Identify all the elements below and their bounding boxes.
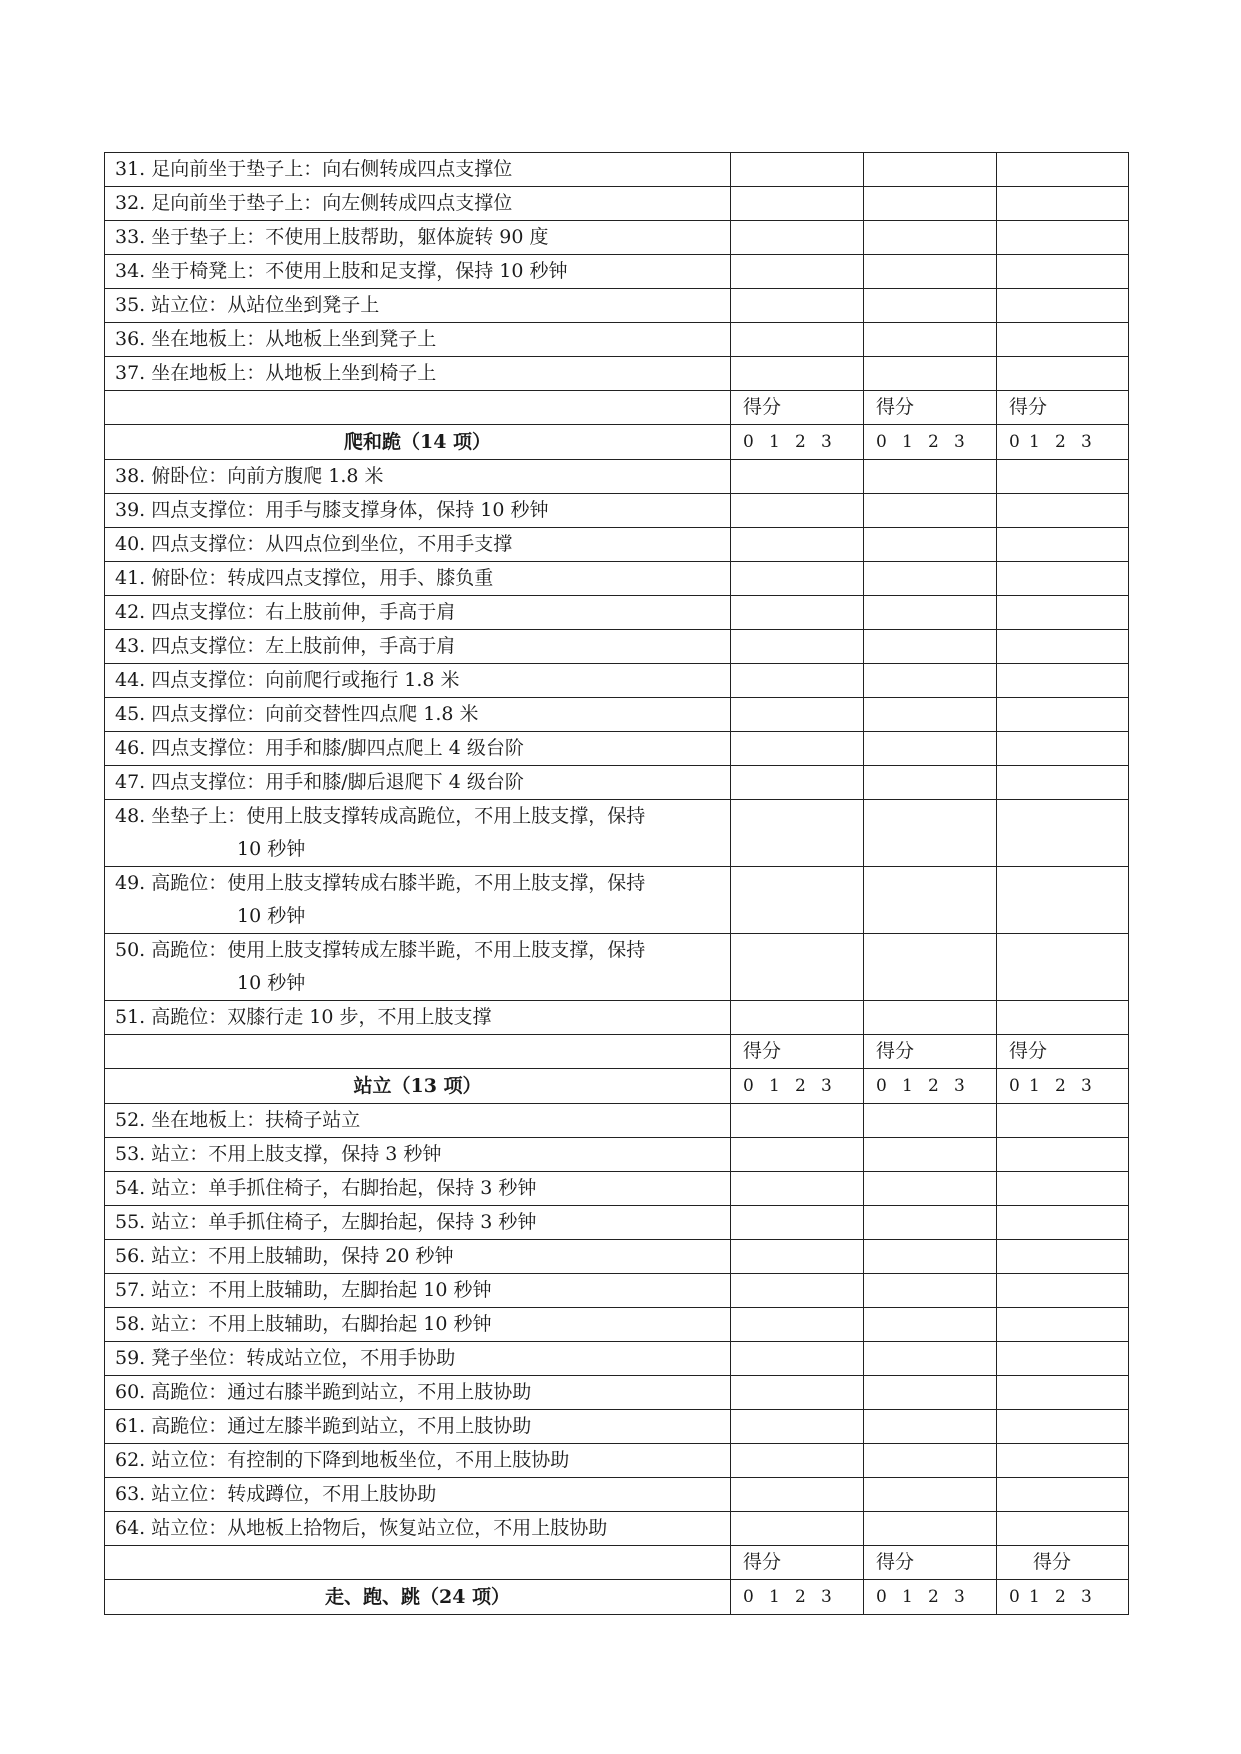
- score-scale: [864, 1069, 997, 1104]
- score-cell[interactable]: [864, 1444, 997, 1478]
- score-cell[interactable]: [997, 867, 1129, 934]
- score-cell[interactable]: [864, 732, 997, 766]
- blank-cell: [105, 391, 731, 425]
- score-cell[interactable]: [864, 153, 997, 187]
- item-text: 44. 四点支撑位：向前爬行或拖行 1.8 米: [105, 664, 731, 698]
- section-title: 走、跑、跳（24 项）: [105, 1580, 731, 1615]
- score-cell[interactable]: [997, 732, 1129, 766]
- item-text: 62. 站立位：有控制的下降到地板坐位，不用上肢协助: [105, 1444, 731, 1478]
- item-row: [105, 867, 1129, 934]
- item-text: 46. 四点支撑位：用手和膝/脚四点爬上 4 级台阶: [105, 732, 731, 766]
- blank-cell: [105, 1546, 731, 1580]
- section-header-row: [105, 1069, 1129, 1104]
- score-cell[interactable]: [731, 1376, 864, 1410]
- score-scale: [997, 1069, 1129, 1104]
- section-header-row: [105, 1580, 1129, 1615]
- scale-value: 2: [928, 432, 939, 452]
- item-row: [105, 255, 1129, 289]
- scale-value: 3: [821, 1587, 832, 1607]
- score-cell[interactable]: [997, 187, 1129, 221]
- scale-value: 1: [902, 1587, 913, 1607]
- score-label: 得分: [731, 1546, 864, 1580]
- scale-value: 2: [795, 1076, 806, 1096]
- item-text-line1: 49. 高跪位：使用上肢支撑转成右膝半跪，不用上肢支撑，保持: [115, 872, 646, 894]
- score-cell[interactable]: [731, 698, 864, 732]
- score-cell[interactable]: [864, 1410, 997, 1444]
- score-cell[interactable]: [864, 255, 997, 289]
- score-cell[interactable]: [864, 289, 997, 323]
- score-cell[interactable]: [997, 221, 1129, 255]
- score-label: 得分: [864, 1546, 997, 1580]
- score-cell[interactable]: [997, 766, 1129, 800]
- scale-value: 1: [769, 1587, 780, 1607]
- scale-value: 3: [1081, 432, 1092, 452]
- item-text: [105, 934, 731, 1001]
- score-cell[interactable]: [731, 187, 864, 221]
- score-cell[interactable]: [864, 1376, 997, 1410]
- scale-value: 0: [1009, 1587, 1020, 1607]
- item-text: 51. 高跪位：双膝行走 10 步，不用上肢支撑: [105, 1001, 731, 1035]
- item-text: [105, 800, 731, 867]
- score-label: 得分: [864, 391, 997, 425]
- score-cell[interactable]: [997, 1001, 1129, 1035]
- item-text: 57. 站立：不用上肢辅助，左脚抬起 10 秒钟: [105, 1274, 731, 1308]
- score-cell[interactable]: [864, 1478, 997, 1512]
- scale-value: 0: [1009, 432, 1020, 452]
- item-row: [105, 1478, 1129, 1512]
- score-cell[interactable]: [731, 221, 864, 255]
- score-cell[interactable]: [997, 323, 1129, 357]
- item-row: [105, 596, 1129, 630]
- score-cell[interactable]: [731, 494, 864, 528]
- scale-value: 2: [1055, 432, 1066, 452]
- score-cell[interactable]: [997, 1138, 1129, 1172]
- score-cell[interactable]: [731, 1274, 864, 1308]
- scale-value: 1: [769, 1076, 780, 1096]
- item-row: [105, 221, 1129, 255]
- item-text: 41. 俯卧位：转成四点支撑位，用手、膝负重: [105, 562, 731, 596]
- item-text-line2: 10 秒钟: [237, 838, 306, 860]
- score-cell[interactable]: [997, 460, 1129, 494]
- score-cell[interactable]: [864, 664, 997, 698]
- scale-value: 2: [1055, 1587, 1066, 1607]
- score-cell[interactable]: [731, 800, 864, 867]
- item-text: 55. 站立：单手抓住椅子，左脚抬起，保持 3 秒钟: [105, 1206, 731, 1240]
- score-cell[interactable]: [997, 562, 1129, 596]
- score-cell[interactable]: [997, 1444, 1129, 1478]
- scale-value: 0: [743, 1587, 754, 1607]
- score-cell[interactable]: [731, 630, 864, 664]
- score-cell[interactable]: [997, 357, 1129, 391]
- score-cell[interactable]: [997, 1104, 1129, 1138]
- score-cell[interactable]: [731, 1342, 864, 1376]
- score-scale: [731, 425, 864, 460]
- score-cell[interactable]: [731, 934, 864, 1001]
- score-cell[interactable]: [864, 221, 997, 255]
- item-text: 58. 站立：不用上肢辅助，右脚抬起 10 秒钟: [105, 1308, 731, 1342]
- scale-value: 1: [1029, 1587, 1040, 1607]
- item-row: [105, 1138, 1129, 1172]
- score-cell[interactable]: [997, 1512, 1129, 1546]
- item-text: 31. 足向前坐于垫子上：向右侧转成四点支撑位: [105, 153, 731, 187]
- scale-value: 3: [954, 432, 965, 452]
- score-cell[interactable]: [731, 1512, 864, 1546]
- score-cell[interactable]: [997, 289, 1129, 323]
- score-label: 得分: [864, 1035, 997, 1069]
- score-cell[interactable]: [731, 1172, 864, 1206]
- item-text: 33. 坐于垫子上：不使用上肢帮助，躯体旋转 90 度: [105, 221, 731, 255]
- scale-value: 2: [795, 1587, 806, 1607]
- item-text: 39. 四点支撑位：用手与膝支撑身体，保持 10 秒钟: [105, 494, 731, 528]
- score-cell[interactable]: [997, 1308, 1129, 1342]
- score-cell[interactable]: [731, 664, 864, 698]
- scale-value: 1: [1029, 1076, 1040, 1096]
- score-cell[interactable]: [864, 494, 997, 528]
- score-label: 得分: [997, 1546, 1129, 1580]
- item-text: 43. 四点支撑位：左上肢前伸，手高于肩: [105, 630, 731, 664]
- item-row: [105, 460, 1129, 494]
- item-text: 34. 坐于椅凳上：不使用上肢和足支撑，保持 10 秒钟: [105, 255, 731, 289]
- score-scale: [731, 1580, 864, 1615]
- section-header-row: [105, 425, 1129, 460]
- scale-value: 0: [876, 1076, 887, 1096]
- score-cell[interactable]: [864, 1001, 997, 1035]
- item-text: 52. 坐在地板上：扶椅子站立: [105, 1104, 731, 1138]
- score-cell[interactable]: [864, 766, 997, 800]
- score-cell[interactable]: [864, 698, 997, 732]
- scale-value: 2: [928, 1587, 939, 1607]
- item-row: [105, 630, 1129, 664]
- score-cell[interactable]: [997, 153, 1129, 187]
- item-text: 32. 足向前坐于垫子上：向左侧转成四点支撑位: [105, 187, 731, 221]
- scale-value: 3: [1081, 1587, 1092, 1607]
- item-row: [105, 1172, 1129, 1206]
- score-cell[interactable]: [997, 1342, 1129, 1376]
- score-cell[interactable]: [731, 1240, 864, 1274]
- score-cell[interactable]: [997, 664, 1129, 698]
- score-label: 得分: [997, 1035, 1129, 1069]
- item-row: [105, 289, 1129, 323]
- score-cell[interactable]: [864, 460, 997, 494]
- item-row: [105, 494, 1129, 528]
- item-text: 53. 站立：不用上肢支撑，保持 3 秒钟: [105, 1138, 731, 1172]
- score-cell[interactable]: [731, 732, 864, 766]
- item-text: 37. 坐在地板上：从地板上坐到椅子上: [105, 357, 731, 391]
- scale-value: 0: [743, 432, 754, 452]
- score-label: 得分: [997, 391, 1129, 425]
- score-cell[interactable]: [731, 323, 864, 357]
- score-cell[interactable]: [864, 528, 997, 562]
- score-scale: [731, 1069, 864, 1104]
- score-cell[interactable]: [731, 1444, 864, 1478]
- assessment-table: [104, 152, 1129, 1615]
- item-row: [105, 1240, 1129, 1274]
- item-text: 42. 四点支撑位：右上肢前伸，手高于肩: [105, 596, 731, 630]
- item-text: 56. 站立：不用上肢辅助，保持 20 秒钟: [105, 1240, 731, 1274]
- item-row: [105, 698, 1129, 732]
- score-cell[interactable]: [864, 1172, 997, 1206]
- score-cell[interactable]: [864, 934, 997, 1001]
- score-cell[interactable]: [864, 323, 997, 357]
- score-label-row: [105, 1546, 1129, 1580]
- item-row: [105, 187, 1129, 221]
- item-text-line1: 48. 坐垫子上：使用上肢支撑转成高跪位，不用上肢支撑，保持: [115, 805, 646, 827]
- item-text: 36. 坐在地板上：从地板上坐到凳子上: [105, 323, 731, 357]
- score-cell[interactable]: [864, 357, 997, 391]
- item-text-line1: 50. 高跪位：使用上肢支撑转成左膝半跪，不用上肢支撑，保持: [115, 939, 646, 961]
- item-text: 60. 高跪位：通过右膝半跪到站立，不用上肢协助: [105, 1376, 731, 1410]
- score-cell[interactable]: [731, 1410, 864, 1444]
- score-cell[interactable]: [731, 1138, 864, 1172]
- score-cell[interactable]: [731, 596, 864, 630]
- item-text: 61. 高跪位：通过左膝半跪到站立，不用上肢协助: [105, 1410, 731, 1444]
- item-row: [105, 323, 1129, 357]
- scale-value: 0: [876, 1587, 887, 1607]
- score-cell[interactable]: [731, 1478, 864, 1512]
- item-text: 38. 俯卧位：向前方腹爬 1.8 米: [105, 460, 731, 494]
- item-text-line2: 10 秒钟: [237, 905, 306, 927]
- item-row: [105, 1512, 1129, 1546]
- item-text: 47. 四点支撑位：用手和膝/脚后退爬下 4 级台阶: [105, 766, 731, 800]
- item-text: 59. 凳子坐位：转成站立位，不用手协助: [105, 1342, 731, 1376]
- item-text: [105, 867, 731, 934]
- score-cell[interactable]: [864, 1342, 997, 1376]
- item-row: [105, 934, 1129, 1001]
- item-row: [105, 1206, 1129, 1240]
- score-cell[interactable]: [731, 153, 864, 187]
- item-text: 45. 四点支撑位：向前交替性四点爬 1.8 米: [105, 698, 731, 732]
- score-cell[interactable]: [997, 630, 1129, 664]
- item-row: [105, 1274, 1129, 1308]
- item-row: [105, 528, 1129, 562]
- item-row: [105, 357, 1129, 391]
- score-cell[interactable]: [864, 1104, 997, 1138]
- score-cell[interactable]: [731, 1104, 864, 1138]
- item-row: [105, 766, 1129, 800]
- score-cell[interactable]: [997, 1376, 1129, 1410]
- scale-value: 1: [1029, 432, 1040, 452]
- score-cell[interactable]: [731, 867, 864, 934]
- score-cell[interactable]: [864, 1206, 997, 1240]
- item-row: [105, 732, 1129, 766]
- item-row: [105, 1410, 1129, 1444]
- scale-value: 1: [902, 432, 913, 452]
- score-cell[interactable]: [731, 357, 864, 391]
- score-cell[interactable]: [864, 1274, 997, 1308]
- score-cell[interactable]: [997, 1206, 1129, 1240]
- scale-value: 2: [1055, 1076, 1066, 1096]
- scale-value: 0: [1009, 1076, 1020, 1096]
- score-cell[interactable]: [997, 1410, 1129, 1444]
- item-row: [105, 153, 1129, 187]
- score-label: 得分: [731, 391, 864, 425]
- item-row: [105, 1376, 1129, 1410]
- score-label-row: [105, 1035, 1129, 1069]
- scale-value: 3: [954, 1076, 965, 1096]
- score-scale: [997, 425, 1129, 460]
- item-row: [105, 1001, 1129, 1035]
- item-row: [105, 800, 1129, 867]
- item-text-line2: 10 秒钟: [237, 972, 306, 994]
- score-label-row: [105, 391, 1129, 425]
- scale-value: 1: [769, 432, 780, 452]
- score-cell[interactable]: [997, 255, 1129, 289]
- score-cell[interactable]: [997, 1172, 1129, 1206]
- score-cell[interactable]: [731, 1206, 864, 1240]
- assessment-table-body: [105, 153, 1129, 1615]
- item-text: 40. 四点支撑位：从四点位到坐位，不用手支撑: [105, 528, 731, 562]
- score-cell[interactable]: [731, 562, 864, 596]
- score-cell[interactable]: [731, 289, 864, 323]
- score-cell[interactable]: [997, 494, 1129, 528]
- score-cell[interactable]: [864, 1138, 997, 1172]
- scale-value: 2: [928, 1076, 939, 1096]
- score-scale: [864, 1580, 997, 1615]
- score-scale: [997, 1580, 1129, 1615]
- score-cell[interactable]: [864, 562, 997, 596]
- scale-value: 3: [821, 432, 832, 452]
- item-row: [105, 562, 1129, 596]
- scale-value: 1: [902, 1076, 913, 1096]
- item-text: 54. 站立：单手抓住椅子，右脚抬起，保持 3 秒钟: [105, 1172, 731, 1206]
- score-cell[interactable]: [997, 698, 1129, 732]
- scale-value: 0: [743, 1076, 754, 1096]
- score-cell[interactable]: [864, 800, 997, 867]
- scale-value: 2: [795, 432, 806, 452]
- score-cell[interactable]: [731, 1001, 864, 1035]
- score-cell[interactable]: [997, 1240, 1129, 1274]
- scale-value: 3: [821, 1076, 832, 1096]
- score-cell[interactable]: [864, 1308, 997, 1342]
- score-cell[interactable]: [731, 460, 864, 494]
- score-cell[interactable]: [997, 528, 1129, 562]
- score-cell[interactable]: [731, 766, 864, 800]
- score-cell[interactable]: [864, 630, 997, 664]
- score-cell[interactable]: [731, 1308, 864, 1342]
- blank-cell: [105, 1035, 731, 1069]
- score-cell[interactable]: [864, 596, 997, 630]
- section-title: 爬和跪（14 项）: [105, 425, 731, 460]
- item-row: [105, 664, 1129, 698]
- item-text: 63. 站立位：转成蹲位，不用上肢协助: [105, 1478, 731, 1512]
- scale-value: 0: [876, 432, 887, 452]
- item-row: [105, 1444, 1129, 1478]
- score-cell[interactable]: [731, 255, 864, 289]
- scale-value: 3: [1081, 1076, 1092, 1096]
- score-cell[interactable]: [864, 1240, 997, 1274]
- score-label: 得分: [731, 1035, 864, 1069]
- scale-value: 3: [954, 1587, 965, 1607]
- score-cell[interactable]: [864, 1512, 997, 1546]
- item-row: [105, 1342, 1129, 1376]
- score-cell[interactable]: [864, 867, 997, 934]
- score-scale: [864, 425, 997, 460]
- score-cell[interactable]: [997, 934, 1129, 1001]
- section-title: 站立（13 项）: [105, 1069, 731, 1104]
- item-row: [105, 1308, 1129, 1342]
- score-cell[interactable]: [864, 187, 997, 221]
- item-row: [105, 1104, 1129, 1138]
- score-cell[interactable]: [997, 1274, 1129, 1308]
- score-cell[interactable]: [997, 800, 1129, 867]
- score-cell[interactable]: [997, 1478, 1129, 1512]
- item-text: 35. 站立位：从站位坐到凳子上: [105, 289, 731, 323]
- item-text: 64. 站立位：从地板上拾物后，恢复站立位，不用上肢协助: [105, 1512, 731, 1546]
- score-cell[interactable]: [997, 596, 1129, 630]
- score-cell[interactable]: [731, 528, 864, 562]
